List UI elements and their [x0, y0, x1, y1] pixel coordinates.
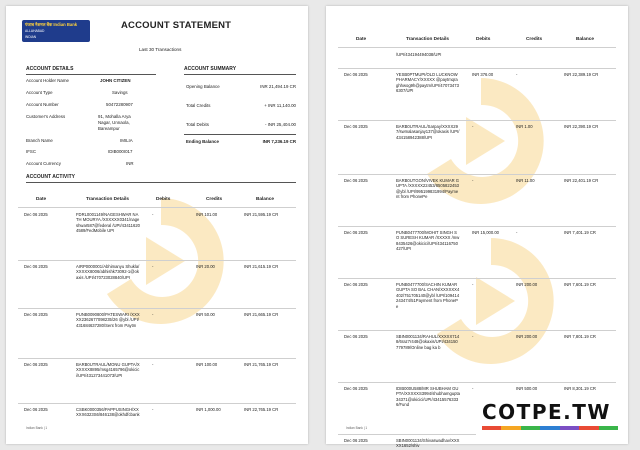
account-activity-heading: ACCOUNT ACTIVITY [26, 174, 75, 180]
cell-balance: INR 22,401.19 CR [564, 178, 599, 183]
col-date: Date [36, 196, 47, 201]
col-balance: Balance [576, 36, 594, 41]
value-account-number: 50472280907 [106, 102, 133, 107]
cell-credit: INR 100.00 [196, 362, 218, 367]
cell-credit: INR 1.00 [516, 124, 533, 129]
cell-debit: - [152, 312, 154, 317]
cell-details: BARB0UTRAUL/MONU GUPTA/XXXXXX8895/msg4165796@okicici/UPI/431273441073/UPI [76, 362, 140, 378]
cell-balance: INR 7,401.19 CR [564, 230, 596, 235]
cell-details: SBIN0001134/RAHUL/XXXXX7148/6raz7r448@okaxis/UPI/434150779789/Online bag ka b [396, 334, 460, 350]
cell-details: SBIN0001134/Shivaswadhav/XXXXX1652/shiv [396, 438, 460, 449]
value-branch: IMILIA [120, 138, 133, 143]
cell-details: PUNB0090800/PATESWARI /XXXXX2362677098235/26 @ybl /UPI/431684637280/Sent from Paytm [76, 312, 140, 328]
cell-date: Dec 06 2025 [24, 362, 48, 367]
statement-page-2 [326, 6, 628, 449]
label-total-credits: Total Credits [186, 103, 211, 108]
cell-balance: INR 7,801.19 CR [564, 334, 596, 339]
col-date: Date [356, 36, 367, 41]
table-row-divider [338, 226, 616, 227]
label-opening-balance: Opening Balance [186, 84, 220, 89]
cell-balance: INR 22,765.19 CR [244, 407, 279, 412]
cell-credit: INR 500.00 [516, 386, 538, 391]
table-row-divider [18, 403, 296, 404]
value-currency: INR [126, 161, 134, 166]
cell-details: YESB0PTMUPI/OLD LUCKNOW PHARMACY/XXXXX @paytmqraghhwog9h@paytm/UPI/470734736307/UPI [396, 72, 459, 94]
table-row-divider [338, 382, 616, 383]
cell-credit: - [516, 230, 518, 235]
logo-line-2: ALLAHABAD [25, 29, 45, 33]
table-row-divider [338, 330, 616, 331]
label-address: Customer's Address [26, 114, 66, 119]
cell-debit: INR 15,000.00 [472, 230, 500, 235]
cell-debit: - [152, 264, 154, 269]
col-credits: Credits [526, 36, 543, 41]
cell-balance: INR 8,301.19 CR [564, 386, 596, 391]
divider [26, 74, 156, 75]
value-account-type: Savings [112, 90, 128, 95]
logo-line-3: INDIAN [25, 35, 37, 39]
label-account-number: Account Number [26, 102, 59, 107]
col-details: Transaction Details [406, 36, 449, 41]
cell-date: Dec 06 2025 [344, 334, 368, 339]
cell-debit: - [472, 282, 474, 287]
label-total-debits: Total Debits [186, 122, 209, 127]
brand-color-strip [482, 426, 618, 430]
table-row-divider [18, 260, 296, 261]
cell-date: Dec 06 2025 [344, 282, 368, 287]
value-ending-balance: INR 7,236.19 CR [262, 139, 296, 144]
brand-name: COTPE.TW [482, 400, 611, 424]
col-balance: Balance [256, 196, 274, 201]
value-opening-balance: INR 21,494.19 CR [260, 84, 296, 89]
cell-balance: INR 21,665.19 CR [244, 312, 279, 317]
divider [18, 207, 296, 208]
divider [338, 47, 616, 48]
account-details-heading: ACCOUNT DETAILS [26, 66, 74, 72]
cell-balance: INR 22,390.19 CR [564, 124, 599, 129]
cell-credit: INR 11.00 [516, 178, 535, 183]
label-currency: Account Currency [26, 161, 61, 166]
cell-credit: INR 200.00 [516, 334, 538, 339]
divider [184, 74, 296, 75]
brand-watermark [476, 398, 626, 436]
label-ifsc: IFSC [26, 149, 37, 154]
cell-date: Dec 06 2025 [24, 312, 48, 317]
statement-title: ACCOUNT STATEMENT [121, 20, 232, 31]
cell-date: Dec 06 2025 [24, 264, 48, 269]
cell-date: Dec 06 2025 [24, 407, 48, 412]
value-holder-name: JOHN CITIZEN [100, 78, 131, 83]
account-summary-heading: ACCOUNT SUMMARY [184, 66, 237, 72]
bank-logo [22, 20, 90, 42]
table-row-divider [18, 358, 296, 359]
cell-debit: - [152, 362, 154, 367]
cell-debit: - [472, 386, 474, 391]
cell-credit: INR 101.00 [196, 212, 218, 217]
table-row-divider [338, 120, 616, 121]
cell-credit: INR 1,000.00 [196, 407, 221, 412]
cell-balance: INR 21,595.19 CR [244, 212, 279, 217]
cell-date: Dec 06 2025 [344, 124, 368, 129]
table-row-divider [338, 68, 616, 69]
cell-date: Dec 06 2025 [344, 230, 368, 235]
col-debits: Debits [476, 36, 491, 41]
divider [184, 134, 296, 135]
cell-details: FDRL0001149/NAGESHWAR NATH MOURYA /XXXXXX0341/nageshwar587@federal /UPI/434116204589/FedMobile UPI [76, 212, 141, 234]
cell-balance: INR 7,601.19 CR [564, 282, 596, 287]
page-footer: Indian Bank | 1 [346, 426, 368, 430]
value-total-debits: - INR 25,404.00 [265, 122, 296, 127]
divider [26, 182, 296, 183]
cell-details: CSBK0000356/PAPPUSINGH/XXXXX6323S6/846138@okhdfcbank [76, 407, 140, 418]
col-credits: Credits [206, 196, 223, 201]
cell-details: PUNB0477700/MOHIT SINGH SO SURESH KUMAR /XXXXX /mw8435426@okicici/UPI/434116750427/UPI [396, 230, 460, 252]
cell-balance: INR 21,765.19 CR [244, 362, 279, 367]
cell-date: Dec 06 2025 [344, 438, 368, 443]
col-debits: Debits [156, 196, 171, 201]
label-ending-balance: Ending Balance [186, 139, 219, 144]
cell-debit: - [152, 212, 154, 217]
cell-date: Dec 06 2025 [24, 212, 48, 217]
cell-debit: - [472, 124, 474, 129]
cell-credit: INR 200.00 [516, 282, 538, 287]
logo-line-1: पंजाब नैशनल बैंक Indian Bank [25, 22, 78, 27]
col-details: Transaction Details [86, 196, 129, 201]
cell-details: /UPI/434194494038/UPI [396, 52, 442, 57]
cell-date: Dec 06 2025 [344, 72, 368, 77]
cell-details: IDIB000U588/MR SHUBHAM GUPTA/XXXXXS3994/shubhamgupta34371@okicici/UPI/434155763336/Fund [396, 386, 460, 408]
statement-page-1 [6, 6, 308, 444]
cell-debit: INR 376.00 [472, 72, 494, 77]
cell-details: BARB0UTGON/VIVEK KUMAR GUPTA /XXXXX22453/8505822453@ybl /UPI/995199831994/Payment from PhonePe [396, 178, 460, 200]
value-total-credits: + INR 11,140.00 [264, 103, 296, 108]
cell-date: Dec 06 2025 [344, 178, 368, 183]
cell-balance: INR 21,615.19 CR [244, 264, 279, 269]
table-row-divider [338, 174, 616, 175]
page-footer: Indian Bank | 1 [26, 426, 48, 430]
cell-debit: - [472, 178, 474, 183]
value-address: 91, Mohalla Arya Nagar, Unnaola, Bareampur [98, 114, 131, 131]
value-ifsc: IDIB000I017 [108, 149, 133, 154]
cell-details: PUNB0477700/SACHIN KUMAR GUPTA SO BAL CHAN/XXXXXX4402/751705140@ybl /UPI/109414243474/51Payment from PhonePe [396, 282, 460, 309]
label-account-type: Account Type [26, 90, 53, 95]
cell-credit: INR 20.00 [196, 264, 215, 269]
cell-date: Dec 06 2025 [344, 386, 368, 391]
cell-credit: INR 50.00 [196, 312, 215, 317]
cell-details: AIRP0000001/Abhimanyu Shukla/XXXXX8006/abhishk73092-1@okaxis /UPI/470723028840/UPI [76, 264, 140, 280]
table-row-divider [338, 278, 616, 279]
cell-balance: INR 22,389.19 CR [564, 72, 599, 77]
cell-details: BARB0UTRAUL/Sarpay/XXXX297/swmalasanjay137@okaxis /UPI/434158942388/UPI [396, 124, 460, 140]
statement-subtitle: Last 30 Transactions [139, 47, 182, 52]
cell-credit: - [516, 72, 518, 77]
label-holder-name: Account Holder Name [26, 78, 69, 83]
table-row-divider [18, 308, 296, 309]
cell-debit: - [152, 407, 154, 412]
cell-debit: - [472, 334, 474, 339]
label-branch: Branch Name [26, 138, 53, 143]
